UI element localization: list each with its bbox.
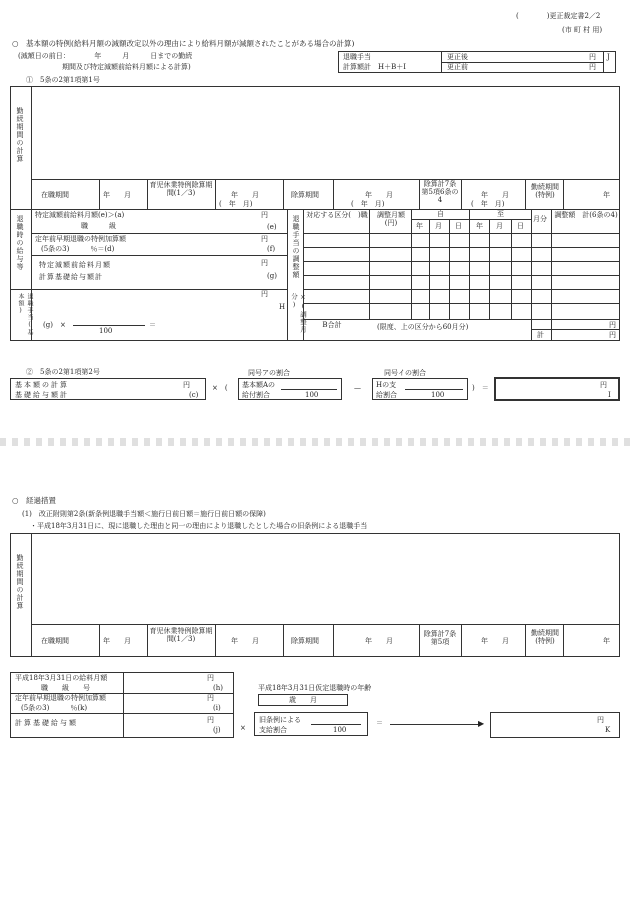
total-label: 計 bbox=[537, 331, 544, 339]
section2-sub: ② 5条の2第1項第2号 bbox=[26, 368, 100, 376]
basic-calc1: 基本額の計算 bbox=[15, 381, 69, 389]
code-h: H bbox=[279, 303, 286, 311]
calc-r3: 計算基礎給与額 bbox=[15, 719, 78, 727]
service-period-label: 勤続期間の計算 bbox=[16, 107, 24, 163]
adj-ymd: 年 bbox=[476, 222, 483, 230]
yen-unit: 円 bbox=[589, 63, 596, 71]
tenure-label: 在職期間 bbox=[41, 637, 69, 645]
ratio-a1: 基本額Aの bbox=[242, 381, 276, 389]
old-ratio1: 旧条例による bbox=[259, 716, 301, 724]
excluded-label: 除算期間 bbox=[291, 191, 319, 199]
tenure-label: 在職期間 bbox=[41, 191, 69, 199]
tenure-year: 年 bbox=[603, 637, 610, 645]
yen-unit: 円 bbox=[261, 211, 268, 219]
adj-months: 月分 bbox=[533, 215, 547, 223]
age-title: 平成18年3月31日仮定退職時の年齢 bbox=[258, 684, 372, 692]
code-j: (j) bbox=[213, 726, 221, 734]
excluded-total-ym-sub: ( 年 月) bbox=[471, 200, 505, 208]
section1-note2: 期間及び特定減額前給料月額による計算) bbox=[62, 63, 191, 71]
tenure-special-label: 勤続期間(特例) bbox=[531, 629, 559, 646]
calc-r2a: 定年前早期退職の特例加算額 bbox=[15, 694, 106, 702]
childcare-label: 育児休業特例除算期間(1／3) bbox=[149, 181, 213, 198]
old-ratio-box bbox=[254, 712, 368, 736]
ratio-i2: 給割合 bbox=[376, 391, 397, 399]
code-i: I bbox=[608, 391, 611, 399]
calc-label: 退職時の給与等 bbox=[16, 215, 24, 271]
yen-unit: 円 bbox=[600, 381, 607, 389]
yen-unit: 円 bbox=[609, 331, 616, 339]
adj-monthly: 調整月額(円) bbox=[377, 211, 405, 228]
code-j: J bbox=[607, 53, 610, 61]
calc-r1b: 職 級 bbox=[81, 222, 116, 230]
calc-r2a: 定年前早期退職の特例加算額 bbox=[35, 235, 126, 243]
childcare-label: 育児休業特例除算期間(1／3) bbox=[149, 627, 213, 644]
yen-unit: 円 bbox=[609, 321, 616, 329]
form-id: ( )更正裁定書2／2 bbox=[516, 12, 601, 20]
childcare-ym: 年 月 bbox=[231, 637, 259, 645]
retire-label2: 計算額計 H＋B＋I bbox=[343, 63, 407, 71]
city-use-label: (市 町 村 用) bbox=[562, 26, 603, 34]
childcare-ym: 年 月 bbox=[231, 191, 259, 199]
after-label: 更正後 bbox=[447, 53, 468, 61]
code-f: (f) bbox=[267, 245, 276, 253]
tenure-ym: 年 月 bbox=[103, 191, 131, 199]
yen-unit: 円 bbox=[183, 381, 190, 389]
section3-title: ○ 経過措置 bbox=[12, 496, 57, 505]
code-k: K bbox=[605, 726, 611, 734]
ratio-a3: 100 bbox=[305, 391, 319, 399]
excluded-ym: 年 月 bbox=[365, 637, 393, 645]
times-paren: × ( bbox=[212, 384, 228, 392]
excluded-ym-sub: ( 年 月) bbox=[351, 200, 385, 208]
section1-table bbox=[10, 86, 620, 341]
adj-ymd: 日 bbox=[517, 222, 524, 230]
before-label: 更正前 bbox=[447, 63, 468, 71]
b-total: B合計 bbox=[322, 321, 342, 329]
calc-r3a: 特定減額前給料月額 bbox=[39, 261, 111, 269]
ratio-a-title: 同号アの割合 bbox=[248, 369, 290, 377]
ratio-a-box bbox=[238, 378, 342, 400]
b-note: (限度、上の区分から60月分) bbox=[377, 323, 469, 331]
calc-r1b: 職 級 号 bbox=[41, 684, 90, 692]
code-h: (h) bbox=[213, 684, 223, 692]
section1-title: ○ 基本額の特例(給料月額の減額改定以外の理由により給料月額が減額されたことがある場合の計算) bbox=[12, 39, 355, 48]
calc-r3b: 計算基礎給与額計 bbox=[39, 273, 103, 281]
result-k-box bbox=[490, 712, 620, 738]
tenure-ym: 年 月 bbox=[103, 637, 131, 645]
minus-sign: — bbox=[354, 384, 361, 392]
arrow-line bbox=[390, 724, 480, 725]
old-ratio2: 支給割合 bbox=[259, 726, 287, 734]
excluded-total-label: 除算計7条第5項6条の4 bbox=[421, 180, 459, 205]
ratio-i1: Hの支 bbox=[376, 381, 397, 389]
yen-unit: 円 bbox=[261, 259, 268, 267]
code-c: (c) bbox=[189, 391, 199, 399]
times-sign: × bbox=[240, 724, 246, 732]
calc-r2b: (5条の3) ％(k) bbox=[21, 704, 88, 712]
basic-amount-label: 退職手当(基本額) bbox=[17, 293, 33, 336]
adj-ymd: 月 bbox=[496, 222, 503, 230]
basic-calc-box bbox=[10, 378, 206, 400]
section1-note1: (減額日の前日： 年 月 日までの勤続 bbox=[18, 52, 193, 60]
multiply-label: ×(調整月分) bbox=[290, 293, 307, 334]
result-i-box bbox=[494, 377, 620, 401]
section3-table bbox=[10, 533, 620, 657]
excluded-ym: 年 月 bbox=[365, 191, 393, 199]
childcare-ym-sub: ( 年 月) bbox=[219, 200, 253, 208]
age-value: 歳 月 bbox=[289, 696, 317, 704]
basic-calc2: 基礎給与額計 bbox=[15, 391, 69, 399]
code-g: (g) bbox=[267, 272, 277, 280]
adj-ymd: 年 bbox=[416, 222, 423, 230]
yen-unit: 円 bbox=[261, 290, 268, 298]
retire-total-box bbox=[338, 51, 616, 73]
arrow-head-icon: ▶ bbox=[478, 719, 485, 728]
adj-category: 対応する区分( )職 bbox=[306, 211, 368, 219]
excluded-total-ym: 年 月 bbox=[481, 191, 509, 199]
eq-sign: ＝ bbox=[376, 719, 383, 727]
yen-unit: 円 bbox=[207, 674, 214, 682]
formula-denom: 100 bbox=[99, 327, 113, 335]
excluded-total-label: 除算計7条第5項 bbox=[423, 630, 457, 647]
tenure-special-label: 勤続期間(特例) bbox=[531, 183, 559, 200]
retire-label1: 退職手当 bbox=[343, 53, 371, 61]
yen-unit: 円 bbox=[589, 53, 596, 61]
section3-calc-box bbox=[10, 672, 234, 738]
yen-unit: 円 bbox=[597, 716, 604, 724]
ratio-a2: 給付割合 bbox=[242, 391, 270, 399]
section3-sub2: ・平成18年3月31日に、現に退職した理由と同一の理由により退職したとした場合の旧条例による退職手当 bbox=[30, 522, 368, 530]
ratio-i3: 100 bbox=[431, 391, 445, 399]
yen-unit: 円 bbox=[207, 694, 214, 702]
section1-sub1: ① 5条の2第1項第1号 bbox=[26, 76, 100, 84]
tenure-year: 年 bbox=[603, 191, 610, 199]
adj-ymd: 月 bbox=[435, 222, 442, 230]
close-eq: ) ＝ bbox=[472, 384, 489, 392]
yen-unit: 円 bbox=[207, 716, 214, 724]
service-period-label: 勤続期間の計算 bbox=[16, 554, 24, 610]
old-ratio3: 100 bbox=[333, 726, 347, 734]
code-i: (i) bbox=[213, 704, 221, 712]
adj-ymd: 日 bbox=[455, 222, 462, 230]
section3-sub1: (1) 改正附則第2条(新条例退職手当額＜施行日前日額＝施行日前日額の保障) bbox=[22, 510, 266, 518]
excluded-label: 除算期間 bbox=[291, 637, 319, 645]
adj-from: 自 bbox=[437, 210, 444, 218]
adj-total: 調整額 計(6条の4) bbox=[554, 211, 618, 219]
adj-label: 退職手当の調整額 bbox=[292, 215, 300, 279]
ratio-i-box bbox=[372, 378, 468, 400]
formula-eq: ＝ bbox=[149, 321, 156, 329]
page-break-separator bbox=[0, 438, 630, 446]
excluded-total-ym: 年 月 bbox=[481, 637, 509, 645]
adj-to: 至 bbox=[497, 210, 504, 218]
ratio-i-title: 同号イの割合 bbox=[384, 369, 426, 377]
formula-g: (g) × bbox=[43, 321, 66, 329]
calc-r1a: 平成18年3月31日の給料月額 bbox=[15, 674, 108, 682]
yen-unit: 円 bbox=[261, 235, 268, 243]
code-e: (e) bbox=[267, 223, 277, 231]
age-box bbox=[258, 694, 348, 706]
calc-r1a: 特定減額前給料月額(e)＞(a) bbox=[35, 211, 125, 219]
calc-r2b: (5条の3) ％＝(d) bbox=[41, 245, 115, 253]
